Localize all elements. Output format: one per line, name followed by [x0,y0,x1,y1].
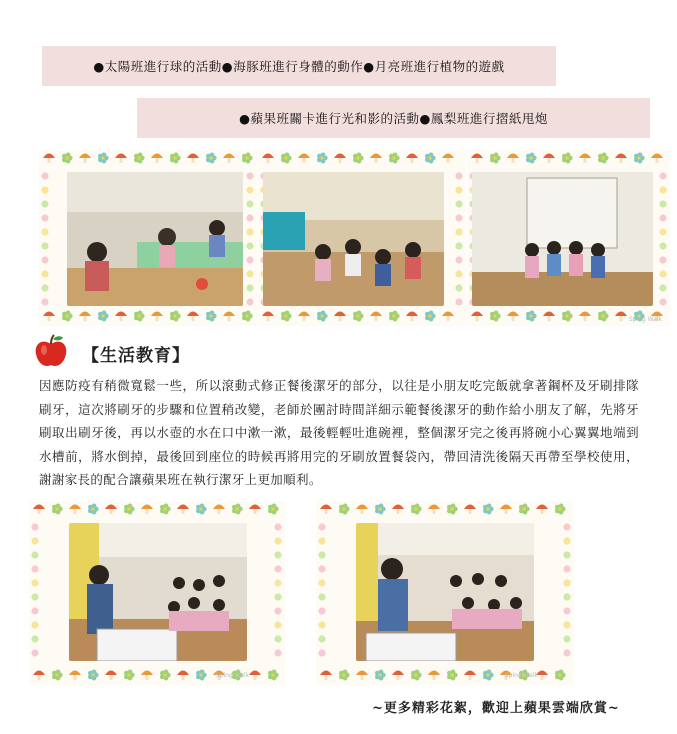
photo-classroom-table [67,172,243,306]
footer-note: ~更多精彩花絮，歡迎上蘋果雲端欣賞~ [372,701,620,716]
photo-watermark: Sping Walk [628,316,662,323]
apple-icon [32,332,70,374]
photo-frame-toothbrush-demo-2 [316,501,574,685]
photo-teacher-demonstration [69,523,247,661]
section-heading [32,332,190,374]
photo-frame-ball-activity [39,150,257,326]
photo-frame-toothbrush-demo-1 [29,501,285,685]
banner-text-1: ●太陽班進行球的活動●海豚班進行身體的動作●月亮班進行植物的遊戲 [93,59,505,74]
photo-children-on-floor [263,172,444,306]
photo-watermark: Sping Walk [504,672,538,679]
photo-frame-plant-game [467,150,670,326]
section-title: 【生活教育】 [82,345,190,366]
body-paragraph: 因應防疫有稍微寬鬆一些，所以滾動式修正餐後潔牙的部分，以往是小朋友吃完飯就拿著鋼杯及牙刷排隊刷牙，這次將刷牙的步驟和位置稍改變，老師於團討時間詳細示範餐後潔牙的動作給小朋友了解，先將牙刷取出刷牙後，再以水壺的水在口中漱一漱，最後輕輕吐進碗裡，整個潔牙完之後再將碗小心翼翼地端到水槽前，將水倒掉，最後回到座位的時候再將用完的牙刷放置餐袋內，帶回清洗後隔天再帶至學校使用，謝謝家長的配合讓蘋果班在執行潔牙上更加順利。 [39,378,639,487]
photo-teacher-with-cup [356,523,534,661]
activity-banner-2 [137,98,650,138]
photo-children-by-wall [472,172,653,306]
photo-frame-body-activity [258,150,466,326]
activity-banner-1 [42,46,556,86]
banner-text-2: ●蘋果班關卡進行光和影的活動●鳳梨班進行摺紙甩炮 [239,111,548,126]
photo-watermark: Sping Walk [215,672,249,679]
